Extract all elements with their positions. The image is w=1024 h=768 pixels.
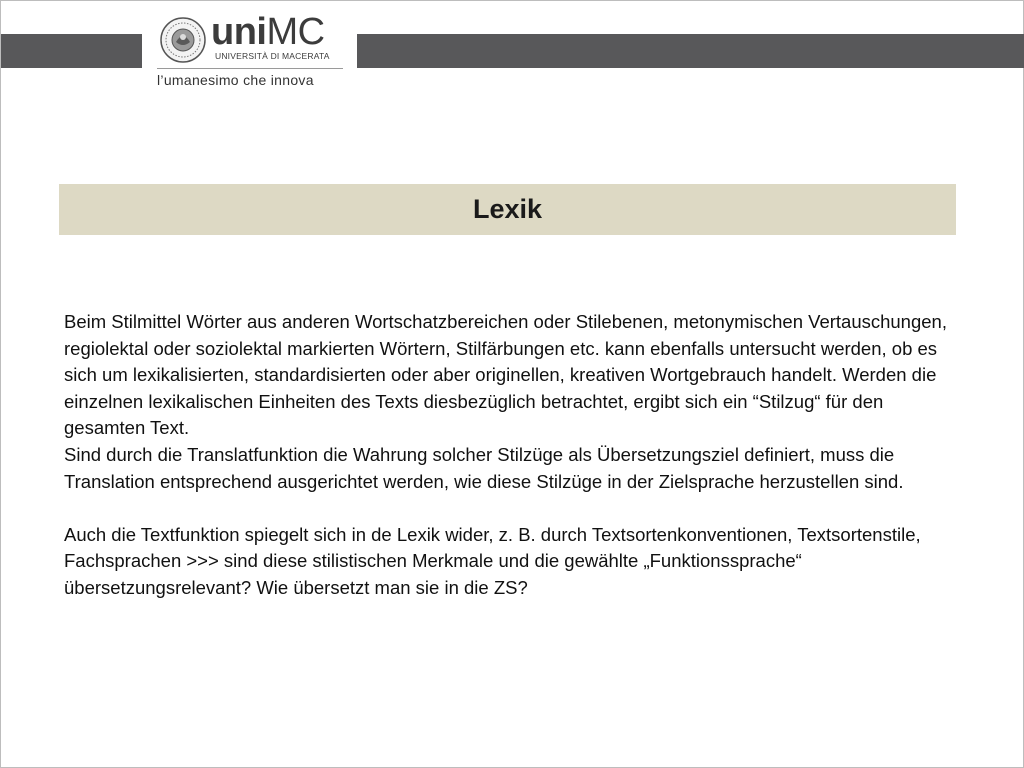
header-band-right bbox=[357, 34, 1024, 68]
logo-tagline: l’umanesimo che innova bbox=[157, 72, 314, 88]
body-paragraph-2: Sind durch die Translatfunktion die Wahrung solcher Stilzüge als Übersetzungsziel definiert, muss die Translation entsprechend ausgerichtet werden, wie diese Stilzüge in der Zielsprache herzustellen sind. bbox=[64, 443, 904, 492]
slide-body bbox=[64, 309, 964, 602]
title-bar bbox=[59, 184, 956, 235]
body-paragraph-3: Auch die Textfunktion spiegelt sich in de Lexik wider, z. B. durch Textsortenkonventionen, Textsortenstile, Fachsprachen >>> sind diese stilistischen Merkmale und die gewählte „Funktionssprache“ übersetzungsrelevant? Wie übersetzt man sie in die ZS? bbox=[64, 523, 921, 598]
logo-wordmark-light: MC bbox=[266, 11, 325, 53]
body-paragraph-1: Beim Stilmittel Wörter aus anderen Wortschatzbereichen oder Stilebenen, metonymischen Vertauschungen, regiolektal oder soziolektal markierten Wörtern, Stilfärbungen etc. kann ebenfalls untersucht werden, ob es sich um lexikalisierten, standardisierten oder aber originellen, kreativen Wortgebrauch handelt. Werden die einzelnen lexikalischen Einheiten des Texts diesbezüglich betrachtet, ergibt sich ein “Stilzug“ für den gesamten Text. bbox=[64, 311, 947, 439]
header-band-left bbox=[1, 34, 142, 68]
paragraph-spacer bbox=[64, 495, 964, 522]
slide-title: Lexik bbox=[472, 194, 543, 224]
logo-wordmark-bold: uni bbox=[211, 11, 267, 53]
logo-divider bbox=[157, 68, 343, 69]
logo-subtitle: UNIVERSITÀ DI MACERATA bbox=[215, 51, 330, 61]
logo-wordmark bbox=[211, 12, 325, 52]
university-seal-icon bbox=[159, 16, 207, 64]
university-logo bbox=[147, 6, 353, 96]
